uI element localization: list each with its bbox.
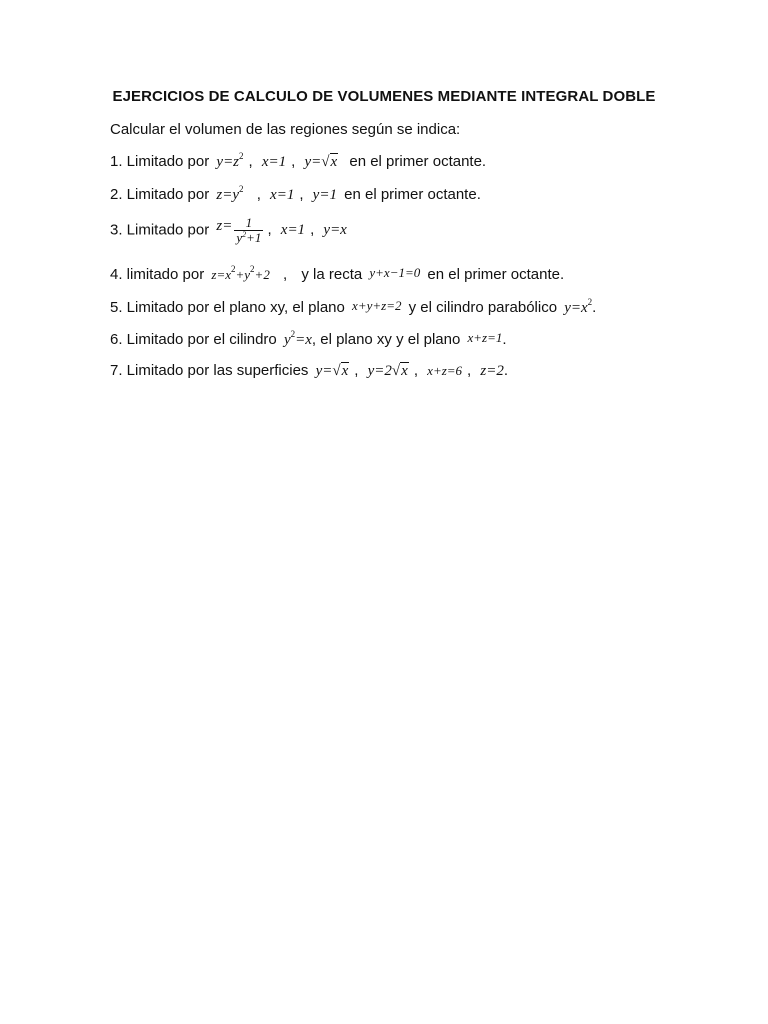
eq-exponent: 2 xyxy=(290,329,296,339)
eq-exponent: 2 xyxy=(587,297,593,307)
eq-exponent: 2 xyxy=(242,230,247,239)
comma: , xyxy=(267,221,272,239)
period: . xyxy=(592,299,597,316)
exercise-3-lead: 3. Limitado por xyxy=(110,221,210,239)
exercise-1 xyxy=(110,153,486,171)
radical-sign: √ xyxy=(332,363,341,379)
exercise-6-eq-1 xyxy=(283,329,312,348)
exercise-3-eq-3: y=x xyxy=(323,222,347,239)
square-root xyxy=(332,363,349,380)
exercise-4-tail: en el primer octante. xyxy=(427,266,565,283)
exercise-2-eq-2: x=1 xyxy=(270,187,295,203)
exercise-2-lead: 2. Limitado por xyxy=(110,186,210,203)
denominator xyxy=(234,231,263,245)
comma: , xyxy=(310,221,315,239)
radical-sign: √ xyxy=(391,363,401,379)
period: . xyxy=(503,362,509,379)
exercise-4-eq-2: y+x−1=0 xyxy=(369,265,421,280)
radicand: x xyxy=(401,363,408,379)
eq-text: z=y xyxy=(216,187,240,203)
exercise-7-eq-2 xyxy=(368,363,409,379)
exercise-7 xyxy=(110,362,508,380)
eq-text: +2 xyxy=(254,267,270,282)
comma: , xyxy=(256,186,261,203)
eq-text: y=x xyxy=(564,300,588,316)
exercise-1-lead: 1. Limitado por xyxy=(110,153,210,170)
eq-text: y=z xyxy=(216,154,240,170)
eq-exponent: 2 xyxy=(231,264,236,274)
exercise-4-lead: 4. limitado por xyxy=(110,266,205,283)
eq-text: z=x xyxy=(211,267,231,282)
comma: , xyxy=(283,266,288,283)
exercise-2 xyxy=(110,186,481,204)
eq-text: +1 xyxy=(246,230,262,245)
exercise-1-eq-3 xyxy=(305,154,339,170)
radicand: x xyxy=(330,154,338,170)
eq-text: y= xyxy=(315,363,333,379)
radicand: x xyxy=(341,363,349,379)
fraction xyxy=(234,216,263,245)
intro-text: Calcular el volumen de las regiones según se indica: xyxy=(110,121,461,138)
exercise-3 xyxy=(110,216,350,245)
comma: , xyxy=(354,362,359,379)
numerator: 1 xyxy=(234,216,263,231)
exercise-1-eq-2: x=1 xyxy=(261,154,287,170)
period: . xyxy=(502,331,507,348)
exercise-7-lead: 7. Limitado por las superficies xyxy=(110,362,309,379)
exercise-6-lead: 6. Limitado por el cilindro xyxy=(110,331,277,348)
exercise-5 xyxy=(110,298,596,317)
radical-sign: √ xyxy=(321,154,330,170)
exercise-2-tail: en el primer octante. xyxy=(344,186,481,203)
comma: , xyxy=(413,362,418,379)
exercise-5-mid: y el cilindro parabólico xyxy=(408,299,558,316)
exercise-1-tail: en el primer octante. xyxy=(349,153,487,170)
exercise-2-eq-1 xyxy=(216,184,244,203)
eq-text: y xyxy=(236,230,243,245)
exercise-5-lead: 5. Limitado por el plano xy, el plano xyxy=(110,299,345,316)
square-root xyxy=(321,154,338,171)
exercise-5-eq-1: x+y+z=2 xyxy=(352,298,402,313)
exercise-2-eq-3: y=1 xyxy=(312,187,337,203)
exercise-4 xyxy=(110,265,564,283)
exercise-5-eq-2 xyxy=(564,297,593,316)
exercise-7-eq-3: x+z=6 xyxy=(427,363,463,378)
eq-text: y xyxy=(283,332,291,348)
eq-exponent: 2 xyxy=(239,184,244,194)
square-root xyxy=(392,363,409,380)
document-title: EJERCICIOS DE CALCULO DE VOLUMENES MEDIANTE INTEGRAL DOBLE xyxy=(112,88,656,105)
exercise-3-eq-1: z= xyxy=(216,218,233,235)
exercise-4-eq-1 xyxy=(211,264,270,282)
exercise-6-eq-2: x+z=1 xyxy=(467,330,503,345)
comma: , xyxy=(467,362,472,379)
eq-text: +y xyxy=(235,267,251,282)
comma: , xyxy=(248,153,253,170)
exercise-1-eq-1 xyxy=(216,151,244,170)
exercise-6-mid: , el plano xy y el plano xyxy=(311,331,461,348)
exercise-6 xyxy=(110,330,507,349)
eq-exponent: 2 xyxy=(250,264,255,274)
comma: , xyxy=(291,153,296,170)
exercise-7-eq-4: z=2 xyxy=(480,363,504,379)
eq-text: =x xyxy=(295,332,312,348)
eq-text: y= xyxy=(304,154,322,170)
eq-exponent: 2 xyxy=(239,151,244,161)
exercise-7-eq-1 xyxy=(316,363,350,379)
exercise-4-mid: y la recta xyxy=(301,266,363,283)
comma: , xyxy=(299,186,304,203)
exercise-3-eq-2: x=1 xyxy=(280,222,306,239)
eq-text: y=2 xyxy=(367,363,392,379)
